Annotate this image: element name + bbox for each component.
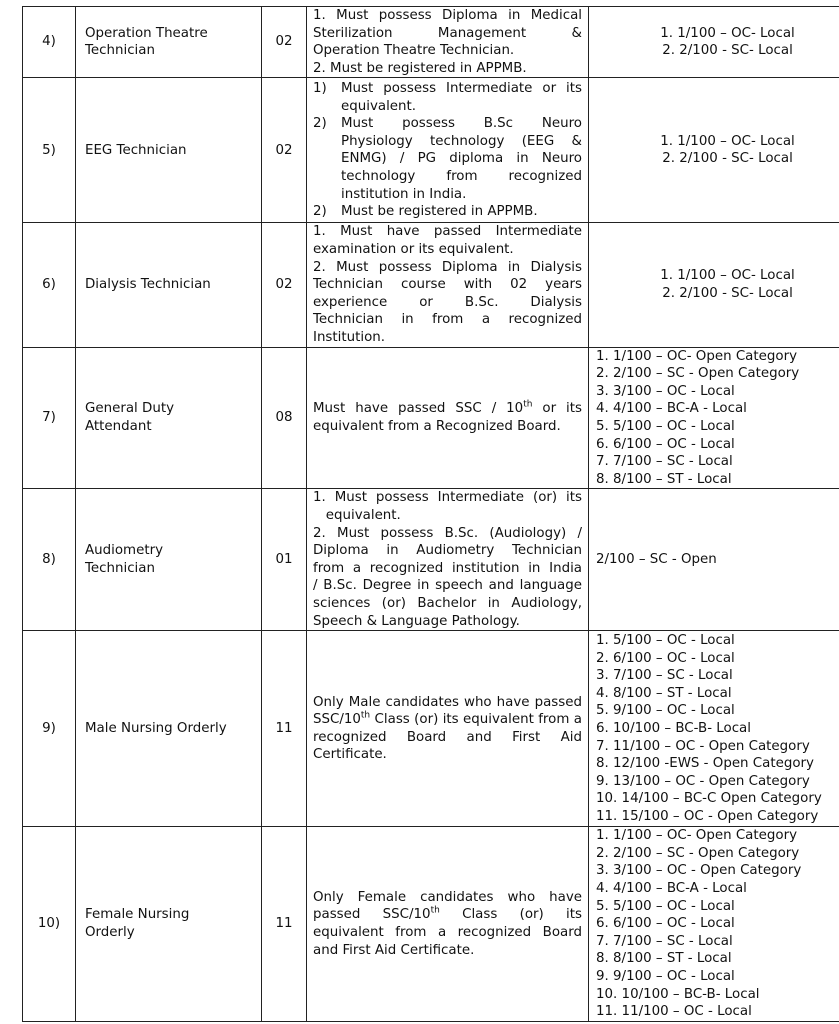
vacancy-count: 11 bbox=[275, 916, 293, 932]
qualification-cell bbox=[307, 347, 589, 489]
roster-points-cell bbox=[589, 223, 839, 347]
serial-number: 4) bbox=[42, 34, 56, 50]
table-row bbox=[23, 827, 839, 1022]
roster-point: 4. 8/100 – ST - Local bbox=[596, 685, 732, 701]
post-name-cell bbox=[76, 347, 262, 489]
qualification-line: Must possess B.Sc Neuro bbox=[341, 116, 582, 132]
roster-point: 2. 2/100 - SC- Local bbox=[662, 285, 793, 301]
roster-point: 2. 2/100 - SC- Local bbox=[662, 43, 793, 59]
qualification-cell bbox=[307, 223, 589, 347]
serial-number-cell bbox=[23, 827, 76, 1022]
vacancies-cell bbox=[262, 223, 307, 347]
qualification-line: Speech & Language Pathology. bbox=[313, 613, 520, 629]
roster-point: 5. 5/100 – OC - Local bbox=[596, 418, 735, 434]
superscript: th bbox=[360, 710, 371, 721]
qualification-cell bbox=[307, 827, 589, 1022]
table-row bbox=[23, 7, 839, 78]
serial-number: 8) bbox=[42, 551, 56, 567]
qualification-line: ENMG) / PG diploma in Neuro bbox=[341, 151, 582, 167]
serial-number: 9) bbox=[42, 720, 56, 736]
roster-point: 7. 7/100 – SC - Local bbox=[596, 454, 733, 470]
qualification-line: 1. Must have passed Intermediate bbox=[313, 224, 582, 240]
table-row bbox=[23, 223, 839, 347]
vacancy-count: 01 bbox=[275, 551, 293, 567]
roster-point: 8. 8/100 – ST - Local bbox=[596, 471, 732, 487]
roster-point: 10. 10/100 – BC-B- Local bbox=[596, 986, 760, 1002]
vacancy-count: 02 bbox=[275, 34, 293, 50]
roster-point: 2/100 – SC - Open bbox=[596, 551, 717, 567]
vacancies-cell bbox=[262, 489, 307, 631]
post-name-line: Operation Theatre bbox=[85, 25, 208, 41]
serial-number: 6) bbox=[42, 277, 56, 293]
qualification-item-number: 2) bbox=[313, 204, 327, 220]
roster-point: 11. 15/100 – OC - Open Category bbox=[596, 808, 819, 824]
roster-points-cell bbox=[589, 631, 839, 827]
roster-point: 11. 11/100 – OC - Local bbox=[596, 1004, 752, 1020]
recruitment-table bbox=[22, 6, 839, 1022]
qualification-line: Physiology technology (EEG & bbox=[341, 133, 582, 149]
vacancies-cell bbox=[262, 347, 307, 489]
roster-point: 6. 6/100 – OC - Local bbox=[596, 436, 735, 452]
roster-point: 2. 2/100 - SC- Local bbox=[662, 151, 793, 167]
vacancy-count: 11 bbox=[275, 720, 293, 736]
vacancies-cell bbox=[262, 78, 307, 223]
vacancies-cell bbox=[262, 827, 307, 1022]
post-name-line: EEG Technician bbox=[85, 142, 187, 158]
qualification-line: 1. Must possess Diploma in Medical bbox=[313, 8, 582, 23]
roster-point: 1. 1/100 – OC- Local bbox=[660, 25, 795, 41]
serial-number-cell bbox=[23, 631, 76, 827]
vacancy-count: 08 bbox=[275, 410, 293, 426]
roster-point: 7. 11/100 – OC - Open Category bbox=[596, 738, 810, 754]
serial-number-cell bbox=[23, 347, 76, 489]
roster-point: 2. 6/100 – OC - Local bbox=[596, 650, 735, 666]
roster-point: 3. 3/100 – OC - Open Category bbox=[596, 863, 802, 879]
vacancy-count: 02 bbox=[275, 277, 293, 293]
post-name-line: Technician bbox=[85, 43, 155, 59]
serial-number-cell bbox=[23, 7, 76, 78]
qualification-line: examination or its equivalent. bbox=[313, 241, 514, 257]
qualification-line: Sterilization Management & bbox=[313, 25, 582, 41]
post-name-line: Dialysis Technician bbox=[85, 277, 211, 293]
post-name-cell bbox=[76, 78, 262, 223]
table-row bbox=[23, 489, 839, 631]
serial-number-cell bbox=[23, 78, 76, 223]
qualification-line: Technician course with 02 years bbox=[313, 277, 582, 293]
post-name-cell bbox=[76, 7, 262, 78]
qualification-cell bbox=[307, 489, 589, 631]
roster-point: 1. 1/100 – OC- Open Category bbox=[596, 348, 797, 364]
serial-number-cell bbox=[23, 489, 76, 631]
post-name-line: Male Nursing Orderly bbox=[85, 720, 227, 736]
qualification-item bbox=[313, 80, 582, 115]
roster-point: 4. 4/100 – BC-A - Local bbox=[596, 401, 747, 417]
roster-point: 2. 2/100 – SC - Open Category bbox=[596, 845, 800, 861]
qualification-line: experience or B.Sc. Dialysis bbox=[313, 294, 582, 310]
roster-points-cell bbox=[589, 347, 839, 489]
roster-point: 1. 1/100 – OC- Local bbox=[660, 268, 795, 284]
qualification-text bbox=[313, 889, 582, 959]
post-name-cell bbox=[76, 827, 262, 1022]
qualification-text-part: Class (or) its equivalent from a recognized Board and First Aid Certificate. bbox=[313, 712, 582, 763]
serial-number: 10) bbox=[37, 916, 61, 932]
roster-point: 1. 1/100 – OC- Open Category bbox=[596, 828, 797, 844]
qualification-line: Must possess Intermediate or its bbox=[341, 81, 582, 96]
post-name-line: Technician bbox=[85, 560, 155, 576]
roster-points-cell bbox=[589, 489, 839, 631]
table-row bbox=[23, 347, 839, 489]
qualification-cell bbox=[307, 78, 589, 223]
roster-point: 10. 14/100 – BC-C Open Category bbox=[596, 791, 822, 807]
roster-points-cell bbox=[589, 827, 839, 1022]
roster-points-cell bbox=[589, 78, 839, 223]
post-name-cell bbox=[76, 631, 262, 827]
qualification-line: Must be registered in APPMB. bbox=[341, 204, 538, 220]
roster-point: 7. 7/100 – SC - Local bbox=[596, 933, 733, 949]
post-name-line: General Duty bbox=[85, 401, 175, 417]
post-name-line: Female Nursing bbox=[85, 907, 190, 923]
serial-number: 5) bbox=[42, 142, 56, 158]
roster-point: 5. 9/100 – OC - Local bbox=[596, 703, 735, 719]
qualification-text-part: Must have passed SSC / 10 bbox=[313, 401, 524, 417]
qualification-line: equivalent. bbox=[341, 98, 417, 114]
qualification-item bbox=[313, 203, 582, 221]
qualification-line: equivalent. bbox=[313, 508, 401, 523]
table-row bbox=[23, 78, 839, 223]
qualification-line: technology from recognized bbox=[341, 168, 582, 184]
roster-point: 1. 5/100 – OC - Local bbox=[596, 633, 735, 649]
roster-point: 6. 10/100 – BC-B- Local bbox=[596, 720, 751, 736]
qualification-item-text bbox=[341, 203, 582, 221]
roster-point: 5. 5/100 – OC - Local bbox=[596, 898, 735, 914]
roster-point: 3. 3/100 – OC - Local bbox=[596, 383, 735, 399]
roster-point: 8. 12/100 -EWS - Open Category bbox=[596, 756, 814, 772]
qualification-text-part: Only Male candidates who have passed SSC/10 bbox=[313, 694, 582, 728]
roster-point: 3. 7/100 – SC - Local bbox=[596, 668, 733, 684]
superscript: th bbox=[430, 905, 440, 916]
qualification-line: 2. Must possess Diploma in Dialysis bbox=[313, 259, 582, 275]
qualification-line: Technician in from a recognized bbox=[313, 312, 582, 328]
roster-point: 1. 1/100 – OC- Local bbox=[660, 133, 795, 149]
roster-point: 4. 4/100 – BC-A - Local bbox=[596, 881, 747, 897]
serial-number-cell bbox=[23, 223, 76, 347]
qualification-line: 2. Must possess B.Sc. (Audiology) / bbox=[313, 525, 582, 541]
post-name-cell bbox=[76, 223, 262, 347]
document-page bbox=[22, 6, 820, 1022]
roster-point: 9. 13/100 – OC - Open Category bbox=[596, 773, 810, 789]
superscript: th bbox=[523, 399, 533, 410]
qualification-item-number: 1) bbox=[313, 81, 327, 96]
qualification-line: 1. Must possess Intermediate (or) its bbox=[313, 490, 582, 506]
roster-points-cell bbox=[589, 7, 839, 78]
table-body bbox=[23, 7, 839, 1022]
qualification-item bbox=[313, 115, 582, 203]
vacancies-cell bbox=[262, 631, 307, 827]
qualification-line: Institution. bbox=[313, 329, 386, 345]
serial-number: 7) bbox=[42, 410, 56, 426]
roster-point: 9. 9/100 – OC - Local bbox=[596, 969, 735, 985]
qualification-line: institution in India. bbox=[341, 186, 467, 202]
qualification-item-number: 2) bbox=[313, 116, 327, 132]
table-row bbox=[23, 631, 839, 827]
qualification-line: from a recognized institution in India bbox=[313, 560, 582, 576]
qualification-line: Diploma in Audiometry Technician bbox=[313, 543, 582, 559]
qualification-item-text bbox=[341, 80, 582, 115]
post-name-cell bbox=[76, 489, 262, 631]
qualification-text-part: Class (or) its equivalent from a recognized Board and First Aid Certificate. bbox=[313, 907, 583, 958]
qualification-item-text bbox=[341, 115, 582, 203]
qualification-text bbox=[313, 400, 582, 435]
vacancy-count: 02 bbox=[275, 142, 293, 158]
roster-point: 6. 6/100 – OC - Local bbox=[596, 916, 735, 932]
roster-point: 2. 2/100 – SC - Open Category bbox=[596, 366, 800, 382]
qualification-line: Operation Theatre Technician. bbox=[313, 43, 515, 59]
qualification-line: 2. Must be registered in APPMB. bbox=[313, 60, 527, 76]
qualification-cell bbox=[307, 631, 589, 827]
qualification-text bbox=[313, 694, 582, 764]
qualification-text-part: or its equivalent from a Recognized Board. bbox=[313, 401, 582, 434]
roster-point: 8. 8/100 – ST - Local bbox=[596, 951, 732, 967]
post-name-line: Attendant bbox=[85, 418, 152, 434]
post-name-line: Audiometry bbox=[85, 543, 164, 559]
qualification-line: sciences (or) Bachelor in Audiology, bbox=[313, 595, 582, 611]
post-name-line: Orderly bbox=[85, 925, 135, 941]
vacancies-cell bbox=[262, 7, 307, 78]
qualification-cell bbox=[307, 7, 589, 78]
qualification-text-part: Only Female candidates who have passed SSC/10 bbox=[313, 889, 582, 923]
qualification-line: / B.Sc. Degree in speech and language bbox=[313, 578, 582, 594]
